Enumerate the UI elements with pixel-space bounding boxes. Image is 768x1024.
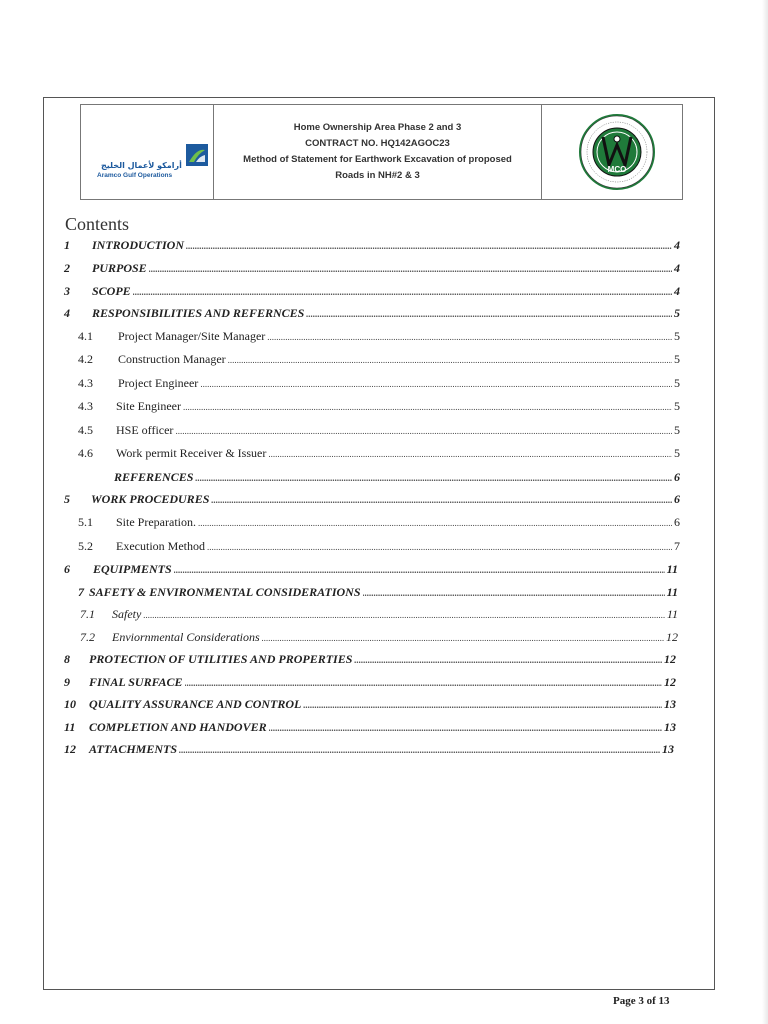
page-number: Page 3 of 13 [613, 995, 670, 1007]
toc-entry-page: 6 [674, 470, 680, 484]
toc-entry[interactable] [64, 742, 674, 756]
toc-entry-number: 4.6 [78, 446, 93, 460]
toc-dot-leader [183, 399, 672, 414]
toc-entry[interactable] [64, 261, 680, 275]
toc-entry[interactable] [78, 446, 680, 460]
toc-entry[interactable] [64, 284, 680, 298]
toc-entry-page: 5 [674, 399, 680, 413]
toc-entry-page: 5 [674, 376, 680, 390]
toc-entry-page: 11 [666, 562, 678, 576]
toc-entry[interactable] [80, 630, 678, 644]
toc-entry-number: 5.1 [78, 515, 93, 529]
toc-entry-label: Site Engineer [116, 399, 181, 413]
toc-entry-number: 5.2 [78, 539, 93, 553]
toc-entry[interactable] [78, 329, 680, 343]
toc-entry-label: ATTACHMENTS [89, 742, 178, 756]
toc-entry[interactable] [78, 539, 680, 553]
toc-entry-number: 7 [78, 585, 84, 599]
toc-entry-label: Execution Method [116, 539, 205, 553]
toc-entry-page: 4 [674, 284, 680, 298]
aramco-logo-icon [186, 144, 208, 166]
toc-entry[interactable] [78, 585, 678, 599]
toc-entry-label: Site Preparation. [116, 515, 196, 529]
toc-entry-number: 8 [64, 652, 70, 666]
toc-entry-label: Safety [112, 607, 142, 621]
toc-entry-label: Enviornmental Considerations [112, 630, 260, 644]
toc-entry[interactable] [64, 652, 676, 666]
toc-entry-number: 1 [64, 238, 70, 252]
toc-entry[interactable] [78, 423, 680, 437]
toc-dot-leader [269, 720, 662, 735]
contractor-seal-cell [542, 105, 682, 199]
toc-entry-number: 7.1 [80, 607, 95, 621]
toc-dot-leader [267, 329, 672, 344]
toc-entry[interactable] [78, 376, 680, 390]
toc-entry-number: 5 [64, 492, 70, 506]
company-seal-icon [578, 113, 656, 191]
contents-heading: Contents [65, 214, 130, 234]
toc-entry-page: 11 [666, 585, 678, 599]
toc-entry-page: 12 [666, 630, 678, 644]
toc-dot-leader [195, 470, 672, 485]
toc-dot-leader [143, 607, 665, 622]
toc-entry-label: Project Manager/Site Manager [118, 329, 266, 343]
toc-entry[interactable] [64, 306, 680, 320]
toc-entry-page: 7 [674, 539, 680, 553]
toc-entry-number: 6 [64, 562, 70, 576]
toc-entry-page: 13 [664, 697, 676, 711]
toc-entry-page: 11 [666, 607, 678, 621]
toc-entry-label: Work permit Receiver & Issuer [116, 446, 267, 460]
document-title-line2: Roads in NH#2 & 3 [335, 170, 420, 181]
toc-entry-label: REFERENCES [114, 470, 194, 484]
toc-entry-number: 3 [64, 284, 70, 298]
toc-dot-leader [268, 446, 672, 461]
toc-entry-label: HSE officer [116, 423, 174, 437]
toc-dot-leader [185, 675, 663, 690]
toc-entry-number: 4.1 [78, 329, 93, 343]
toc-entry-page: 13 [664, 720, 676, 734]
toc-entry[interactable] [78, 515, 680, 529]
toc-entry-page: 5 [674, 306, 680, 320]
toc-entry-page: 13 [662, 742, 674, 756]
toc-dot-leader [133, 284, 672, 299]
toc-entry[interactable] [64, 720, 676, 734]
aramco-english-name: Aramco Gulf Operations [97, 172, 173, 179]
toc-entry-page: 4 [674, 238, 680, 252]
toc-entry-label: WORK PROCEDURES [91, 492, 210, 506]
toc-entry-page: 12 [664, 675, 676, 689]
toc-entry[interactable] [64, 697, 676, 711]
toc-entry-page: 6 [674, 515, 680, 529]
toc-dot-leader [262, 630, 664, 645]
document-title-line1: Method of Statement for Earthwork Excavation of proposed [243, 154, 512, 165]
toc-entry-label: SAFETY & ENVIRONMENTAL CONSIDERATIONS [89, 585, 361, 599]
toc-entry-label: Project Engineer [118, 376, 199, 390]
toc-entry[interactable] [80, 607, 678, 621]
toc-entry-label: COMPLETION AND HANDOVER [89, 720, 267, 734]
header-title-block [214, 105, 542, 199]
aramco-logo-cell [81, 105, 214, 199]
toc-entry-number: 2 [64, 261, 70, 275]
toc-dot-leader [207, 539, 672, 554]
toc-dot-leader [179, 742, 660, 757]
toc-entry-page: 4 [674, 261, 680, 275]
toc-entry-number: 9 [64, 675, 70, 689]
toc-entry-label: Construction Manager [118, 352, 226, 366]
toc-entry-number: 4.3 [78, 376, 93, 390]
toc-entry-page: 5 [674, 423, 680, 437]
toc-dot-leader [200, 376, 672, 391]
toc-entry-page: 6 [674, 492, 680, 506]
toc-entry-label: PURPOSE [92, 261, 147, 275]
toc-entry-number: 11 [64, 720, 76, 734]
aramco-arabic-name: أرامكو لأعمال الخليج [101, 161, 182, 170]
seal-text: MCO [607, 165, 627, 174]
toc-dot-leader [363, 585, 665, 600]
toc-entry-number: 10 [64, 697, 76, 711]
toc-entry[interactable] [78, 352, 680, 366]
toc-entry-label: INTRODUCTION [92, 238, 185, 252]
page-edge-shadow [762, 0, 768, 1024]
toc-entry[interactable] [64, 492, 680, 506]
toc-entry[interactable] [64, 562, 678, 576]
toc-entry[interactable] [64, 675, 676, 689]
toc-entry-number: 4.3 [78, 399, 93, 413]
toc-entry-page: 12 [664, 652, 676, 666]
toc-dot-leader [211, 492, 672, 507]
toc-entry-number: 4.5 [78, 423, 93, 437]
toc-dot-leader [186, 238, 672, 253]
toc-entry-label: PROTECTION OF UTILITIES AND PROPERTIES [89, 652, 353, 666]
toc-entry[interactable] [64, 238, 680, 252]
toc-dot-leader [228, 352, 672, 367]
contract-number: CONTRACT NO. HQ142AGOC23 [305, 138, 450, 149]
toc-entry-label: SCOPE [92, 284, 131, 298]
toc-dot-leader [306, 306, 672, 321]
toc-dot-leader [175, 423, 672, 438]
toc-entry-page: 5 [674, 446, 680, 460]
toc-entry-label: QUALITY ASSURANCE AND CONTROL [89, 697, 302, 711]
toc-entry-page: 5 [674, 352, 680, 366]
toc-dot-leader [174, 562, 665, 577]
toc-entry-number: 12 [64, 742, 76, 756]
toc-entry-number: 7.2 [80, 630, 95, 644]
toc-dot-leader [198, 515, 672, 530]
toc-entry-label: FINAL SURFACE [89, 675, 183, 689]
toc-dot-leader [354, 652, 662, 667]
toc-dot-leader [303, 697, 662, 712]
toc-entry-label: EQUIPMENTS [93, 562, 172, 576]
toc-entry[interactable] [78, 470, 680, 484]
toc-entry-label: RESPONSIBILITIES AND REFERNCES [92, 306, 305, 320]
toc-entry-number: 4 [64, 306, 70, 320]
document-header [80, 104, 683, 200]
toc-entry[interactable] [78, 399, 680, 413]
project-name: Home Ownership Area Phase 2 and 3 [293, 122, 462, 133]
toc-entry-page: 5 [674, 329, 680, 343]
toc-entry-number: 4.2 [78, 352, 93, 366]
toc-dot-leader [149, 261, 672, 276]
